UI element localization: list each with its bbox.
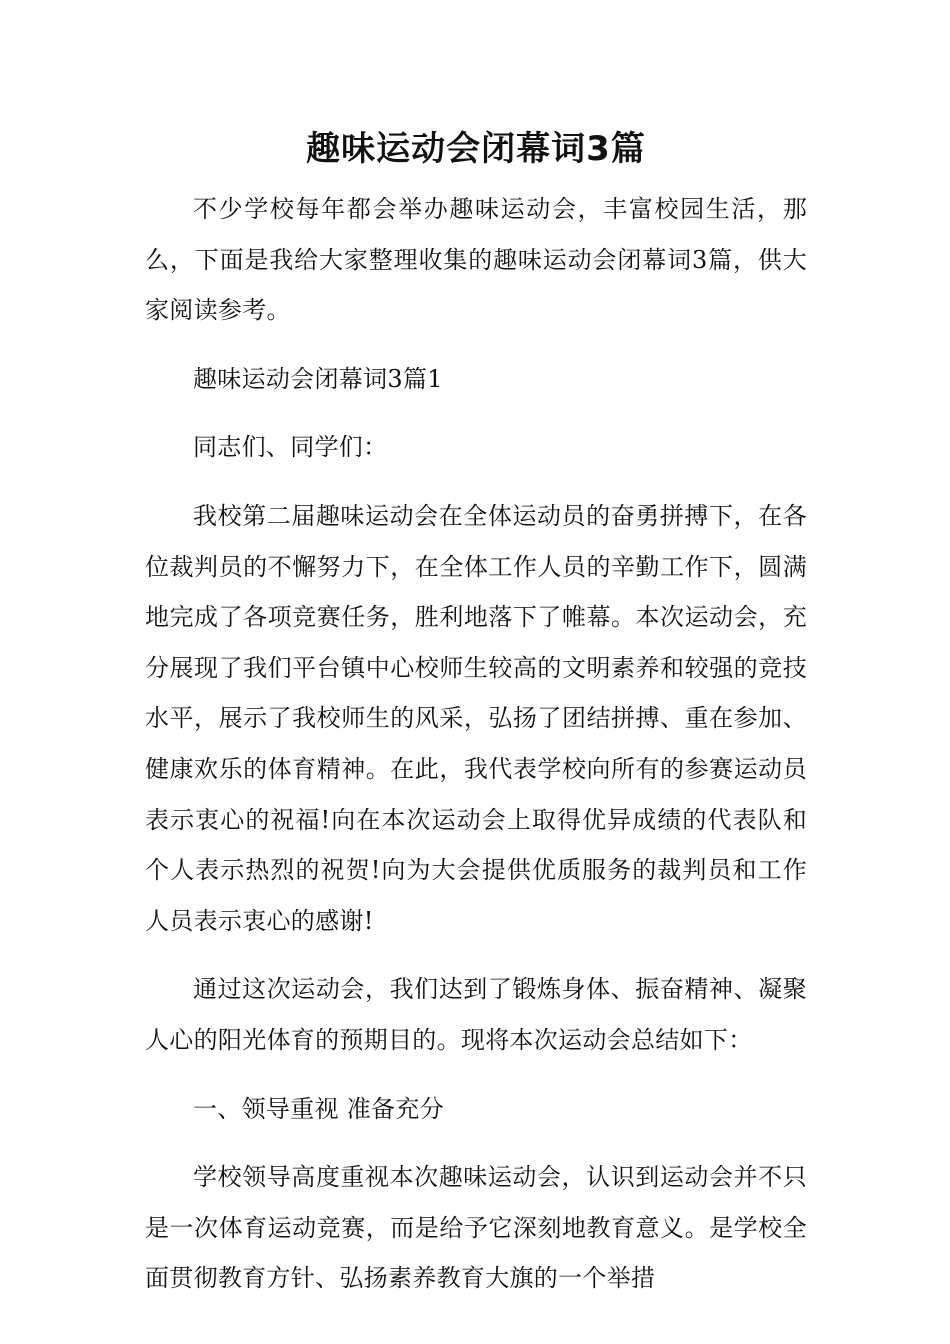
document-title: 趣味运动会闭幕词3篇 xyxy=(306,129,646,169)
body-paragraph: 我校第二届趣味运动会在全体运动员的奋勇拼搏下，在各位裁判员的不懈努力下，在全体工作人员的辛勤工作下，圆满地完成了各项竞赛任务，胜利地落下了帷幕。本次运动会，充分展现了我们平台镇中心校师生较高的文明素养和较强的竞技水平，展示了我校师生的风采，弘扬了团结拼搏、重在参加、健康欢乐的体育精神。在此，我代表学校向所有的参赛运动员表示衷心的祝福!向在本次运动会上取得优异成绩的代表队和个人表示热烈的祝贺!向为大会提供优质服务的裁判员和工作人员表示衷心的感谢! xyxy=(145,501,807,935)
section-title: 趣味运动会闭幕词3篇1 xyxy=(193,364,443,393)
intro-paragraph: 不少学校每年都会举办趣味运动会，丰富校园生活，那么，下面是我给大家整理收集的趣味运动会闭幕词3篇，供大家阅读参考。 xyxy=(145,195,807,325)
document-body xyxy=(145,184,807,1304)
body-paragraph: 学校领导高度重视本次趣味运动会，认识到运动会并不只是一次体育运动竞赛，而是给予它深刻地教育意义。是学校全面贯彻教育方针、弘扬素养教育大旗的一个举措 xyxy=(145,1163,807,1293)
salutation: 同志们、同学们： xyxy=(193,433,388,462)
document-page xyxy=(145,0,807,1344)
body-paragraph: 通过这次运动会，我们达到了锻炼身体、振奋精神、凝聚人心的阳光体育的预期目的。现将本次运动会总结如下： xyxy=(145,975,807,1054)
subheading: 一、领导重视 准备充分 xyxy=(193,1094,444,1123)
